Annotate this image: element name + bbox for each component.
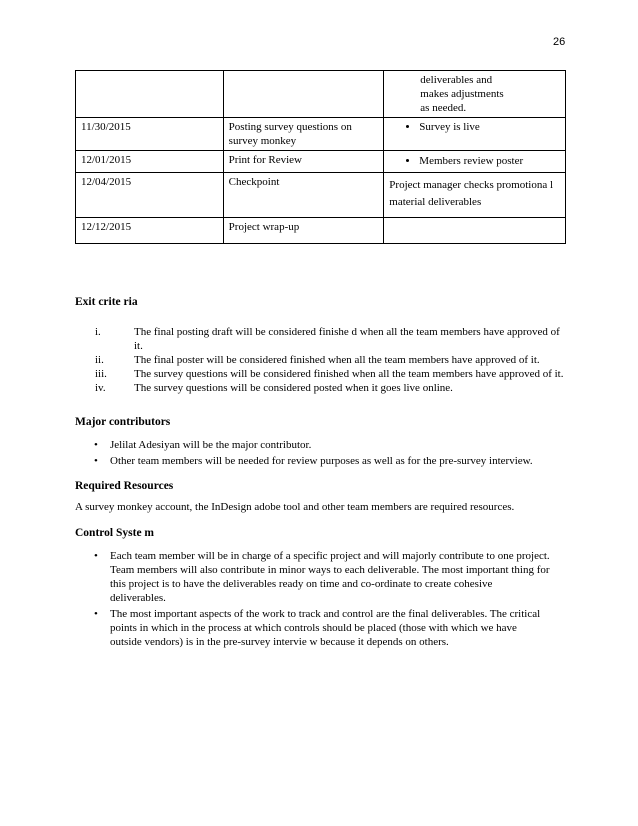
list-text: The survey questions will be considered finished when all the team members have approved of it.: [134, 368, 564, 380]
list-text: The survey questions will be considered posted when it goes live online.: [134, 382, 453, 394]
task-cell: Project wrap-up: [223, 218, 384, 244]
notes-cell: [384, 218, 566, 244]
notes-bullet: • Members review poster: [419, 153, 560, 170]
list-item: [75, 607, 550, 649]
task-cell: Print for Review: [223, 151, 384, 173]
notes-bullet: • Survey is live: [419, 120, 560, 134]
task-cell: [223, 71, 384, 118]
list-text: The final poster will be considered finished when all the team members have approved of it.: [134, 354, 540, 366]
major-contributors-list: [75, 438, 575, 468]
list-number: iv.: [95, 382, 106, 394]
table-row: [76, 71, 566, 118]
required-resources-text: A survey monkey account, the InDesign adobe tool and other team members are required resources.: [75, 501, 515, 513]
list-text: Each team member will be in charge of a specific project and will majorly contribute to one project. Team members will also contribute in minor ways to each deliverable. The most important thing for this project is to have the deliverables ready on time and co-ordinate to create cohesive deliverables.: [110, 550, 550, 604]
list-text: Jelilat Adesiyan will be the major contributor.: [110, 439, 312, 451]
date-cell: [76, 71, 224, 118]
list-text: Other team members will be needed for review purposes as well as for the pre-survey interview.: [110, 455, 533, 467]
body-content: [75, 296, 575, 651]
notes-cell: [384, 118, 566, 151]
list-item: [75, 454, 550, 468]
page-number: 26: [553, 36, 566, 48]
notes-cell: Project manager checks promotiona l material deliverables: [384, 173, 566, 218]
notes-cell: [384, 151, 566, 173]
list-number: iii.: [95, 368, 107, 380]
list-text: The most important aspects of the work to track and control are the final deliverables. The critical points in which in the process at which controls should be placed (those with which we have outside vendors) is in the pre-survey intervie w because it depends on others.: [110, 608, 541, 648]
list-text: The final posting draft will be considered finishe d when all the team members have approved of it.: [134, 326, 560, 352]
list-item: [75, 367, 564, 381]
notes-cell: [384, 71, 566, 118]
bullet-icon: •: [94, 608, 98, 620]
exit-criteria-list: [75, 325, 575, 395]
list-item: [75, 438, 550, 452]
bullet-icon: •: [94, 455, 98, 467]
table-row: [76, 218, 566, 244]
bullet-icon: •: [94, 550, 98, 562]
list-item: [75, 549, 550, 605]
schedule-table: [75, 70, 566, 244]
exit-criteria-heading: Exit crite ria: [75, 296, 138, 308]
table-row: [76, 151, 566, 173]
task-cell: Checkpoint: [223, 173, 384, 218]
required-resources-heading: Required Resources: [75, 480, 174, 492]
notes-line: as needed.: [420, 102, 467, 114]
list-item: [75, 381, 564, 395]
major-contributors-heading: Major contributors: [75, 416, 171, 428]
control-system-list: [75, 549, 575, 649]
list-item: [75, 353, 564, 367]
bullet-icon: •: [94, 439, 98, 451]
control-system-heading: Control Syste m: [75, 527, 155, 539]
table-row: [76, 118, 566, 151]
date-cell: 11/30/2015: [76, 118, 224, 151]
notes-line: makes adjustments: [420, 88, 504, 100]
date-cell: 12/12/2015: [76, 218, 224, 244]
list-item: [75, 325, 564, 353]
list-number: i.: [95, 326, 101, 338]
date-cell: 12/01/2015: [76, 151, 224, 173]
date-cell: 12/04/2015: [76, 173, 224, 218]
task-cell: Posting survey questions on survey monkey: [223, 118, 384, 151]
table-row: [76, 173, 566, 218]
list-number: ii.: [95, 354, 104, 366]
notes-line: deliverables and: [420, 74, 493, 86]
